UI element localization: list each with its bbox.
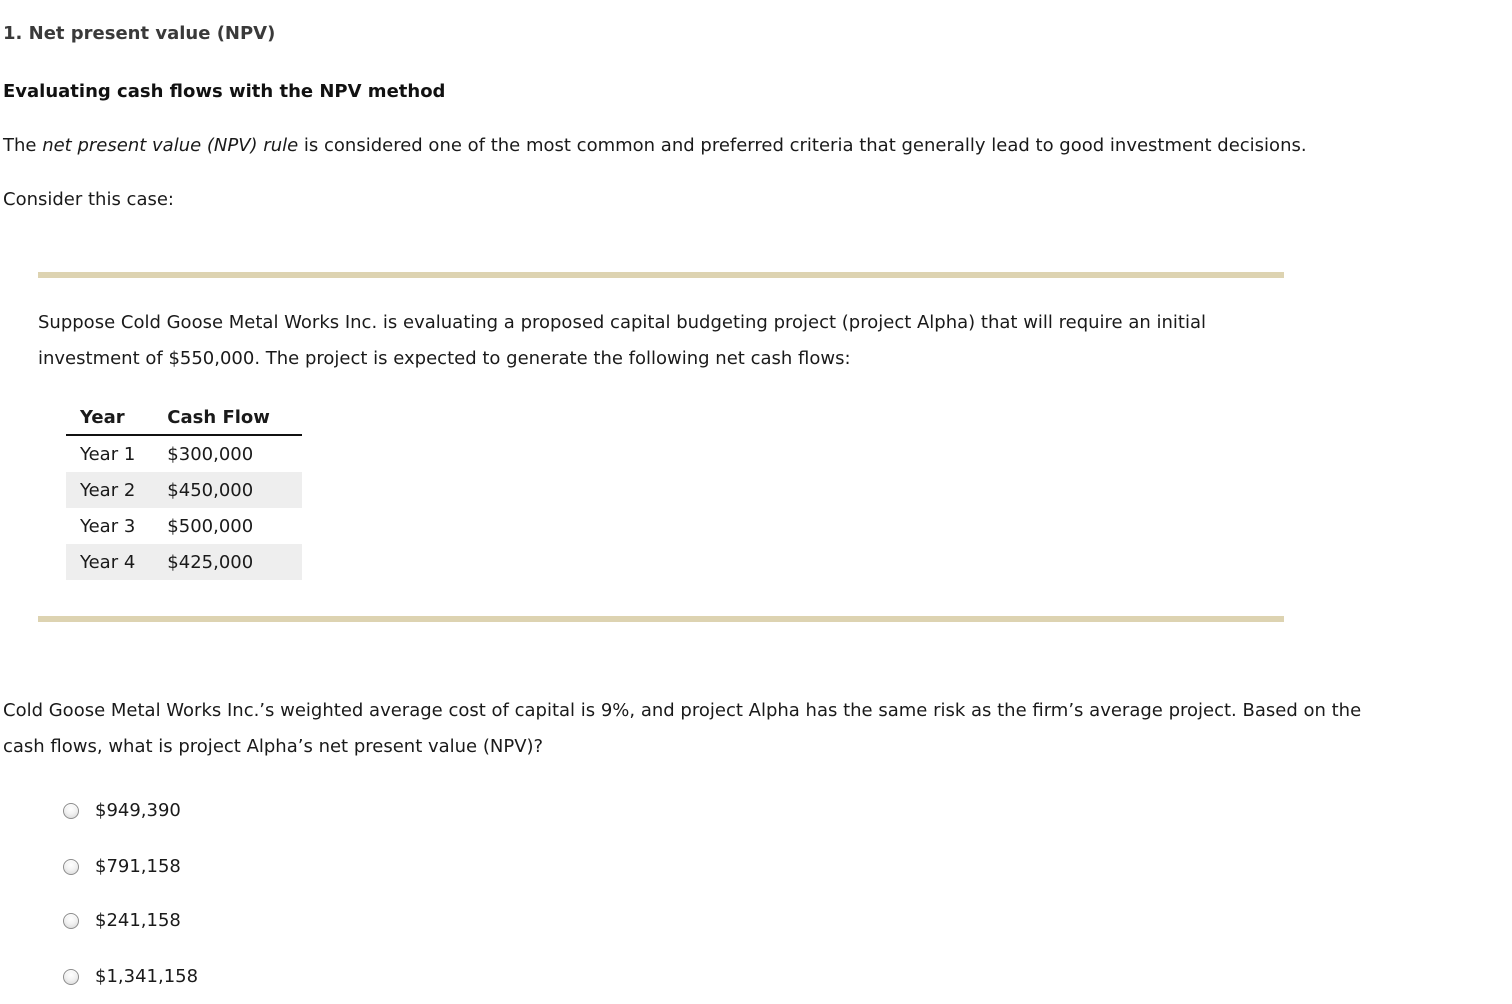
table-header-row [66,401,302,435]
table-row [66,472,302,508]
answer-option-label: $241,158 [95,910,181,931]
cash-flow-cell: $300,000 [167,443,254,465]
radio-button-icon[interactable] [63,969,79,985]
section-heading: Evaluating cash flows with the NPV method [3,81,446,102]
cash-flow-table [66,401,302,580]
answer-option-label: $791,158 [95,856,181,877]
table-row [66,508,302,544]
year-cell: Year 4 [66,544,149,580]
radio-button-icon[interactable] [63,803,79,819]
year-cell: Year 3 [80,515,136,537]
radio-button-icon[interactable] [63,859,79,875]
question-title: 1. Net present value (NPV) [3,23,276,44]
bottom-divider [38,616,1284,622]
header-cash-flow: Cash Flow [149,401,302,435]
case-description: Suppose Cold Goose Metal Works Inc. is evaluating a proposed capital budgeting project (project Alpha) that will require an initial investment of $550,000. The project is expected to generate the following net cash flows: [38,312,1207,369]
intro-prefix: The [3,135,43,156]
cash-flow-cell: $500,000 [167,515,254,537]
consider-text: Consider this case: [3,189,174,210]
top-divider [38,272,1284,278]
answer-option-4[interactable] [63,966,198,988]
answer-option-2[interactable] [63,856,181,878]
header-year: Year [66,401,149,435]
answer-option-1[interactable] [63,800,181,822]
answer-option-label: $1,341,158 [95,966,199,987]
answer-option-label: $949,390 [95,800,181,821]
cash-flow-cell: $425,000 [149,544,302,580]
year-cell: Year 2 [66,472,149,508]
year-cell: Year 1 [80,443,136,465]
intro-paragraph [3,134,1307,158]
radio-button-icon[interactable] [63,913,79,929]
cash-flow-cell: $450,000 [149,472,302,508]
intro-suffix: is considered one of the most common and preferred criteria that generally lead to good investment decisions. [298,135,1307,156]
question-prompt: Cold Goose Metal Works Inc.’s weighted average cost of capital is 9%, and project Alpha has the same risk as the firm’s average project. Based on the cash flows, what is project Alpha’s net present value (NPV)? [3,700,1362,757]
table-row [66,435,302,472]
answer-option-3[interactable] [63,910,181,932]
table-row [66,544,302,580]
intro-emphasis: net present value (NPV) rule [42,135,299,156]
